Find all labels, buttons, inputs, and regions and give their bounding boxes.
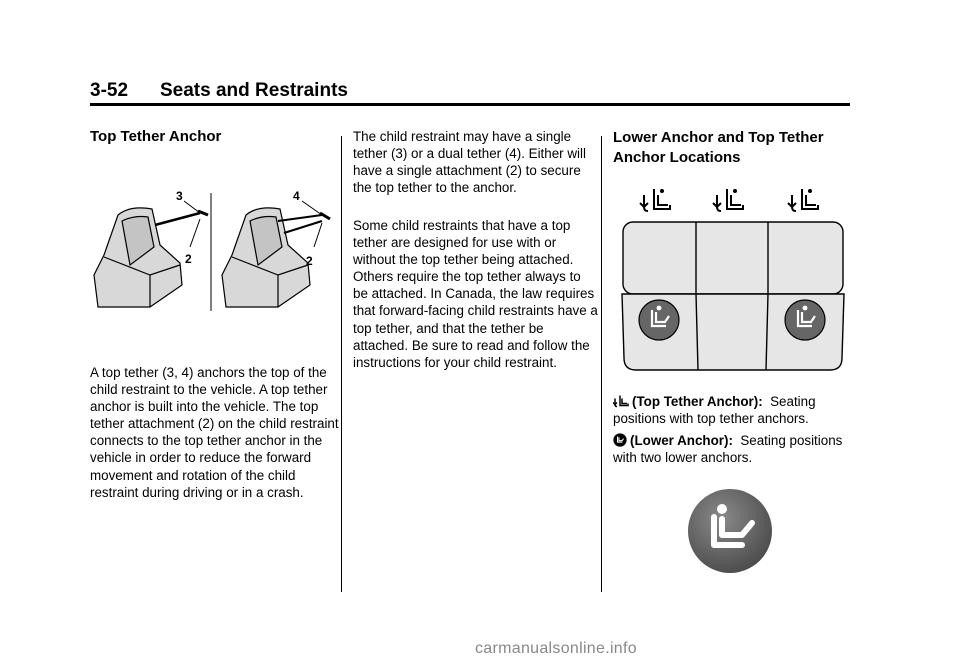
column-divider <box>341 136 342 592</box>
seat-back <box>623 222 843 294</box>
tether-requirements-paragraph: Some child restraints that have a top tether are designed for use with or without the top tether being attached. Others require the top tether always to be attached. In Canada, the law requires that forward-facing child restraints have a top tether, and that the tether be attached. Be sure to read and follow the instructions for your child restraint. <box>353 218 598 370</box>
top-tether-description: A top tether (3, 4) anchors the top of the child restraint to the vehicle. A top tether anchor is built into the vehicle. The top tether attachment (2) on the child restraint connects to the top tether anchor in the vehicle in order to reduce the forward movement and rotation of the child restraint during driving or in a crash. <box>90 365 339 500</box>
top-tether-anchor-icon <box>713 189 743 211</box>
page-number: 3-52 <box>90 80 129 101</box>
caption-text: Seating positions with top tether anchors. <box>613 394 816 427</box>
child-seat-dual-tether <box>222 201 330 307</box>
footer-watermark: carmanualsonline.info <box>475 640 637 657</box>
lower-anchor-icon <box>685 486 775 576</box>
caption-text: Seating positions with two lower anchors. <box>613 433 843 466</box>
top-tether-caption <box>613 393 853 427</box>
caption-label: (Lower Anchor): <box>630 433 733 448</box>
lower-anchor-caption <box>613 432 853 466</box>
child-seat-tether-illustration <box>90 185 335 315</box>
caption-label: (Top Tether Anchor): <box>632 394 763 409</box>
rear-bench-anchor-diagram <box>618 180 848 375</box>
column-divider <box>601 136 602 592</box>
callout-4: 4 <box>293 189 300 203</box>
callout-2: 2 <box>185 252 192 266</box>
callout-3: 3 <box>176 189 183 203</box>
header-rule <box>90 103 850 106</box>
callout-2: 2 <box>306 254 313 268</box>
lower-anchor-icon <box>613 433 627 447</box>
top-tether-anchor-icon <box>788 189 818 211</box>
top-tether-anchor-icon <box>613 393 629 408</box>
lower-anchor-icon <box>639 300 679 340</box>
lower-anchor-icon <box>785 300 825 340</box>
top-tether-anchor-heading: Top Tether Anchor <box>90 128 222 145</box>
section-title: Seats and Restraints <box>160 80 348 101</box>
anchor-locations-heading: Lower Anchor and Top Tether Anchor Locations <box>613 129 824 166</box>
tether-types-paragraph: The child restraint may have a single tether (3) or a dual tether (4). Either will have a single attachment (2) to secure the top tether to the anchor. <box>353 129 586 196</box>
top-tether-anchor-icon <box>640 189 670 211</box>
